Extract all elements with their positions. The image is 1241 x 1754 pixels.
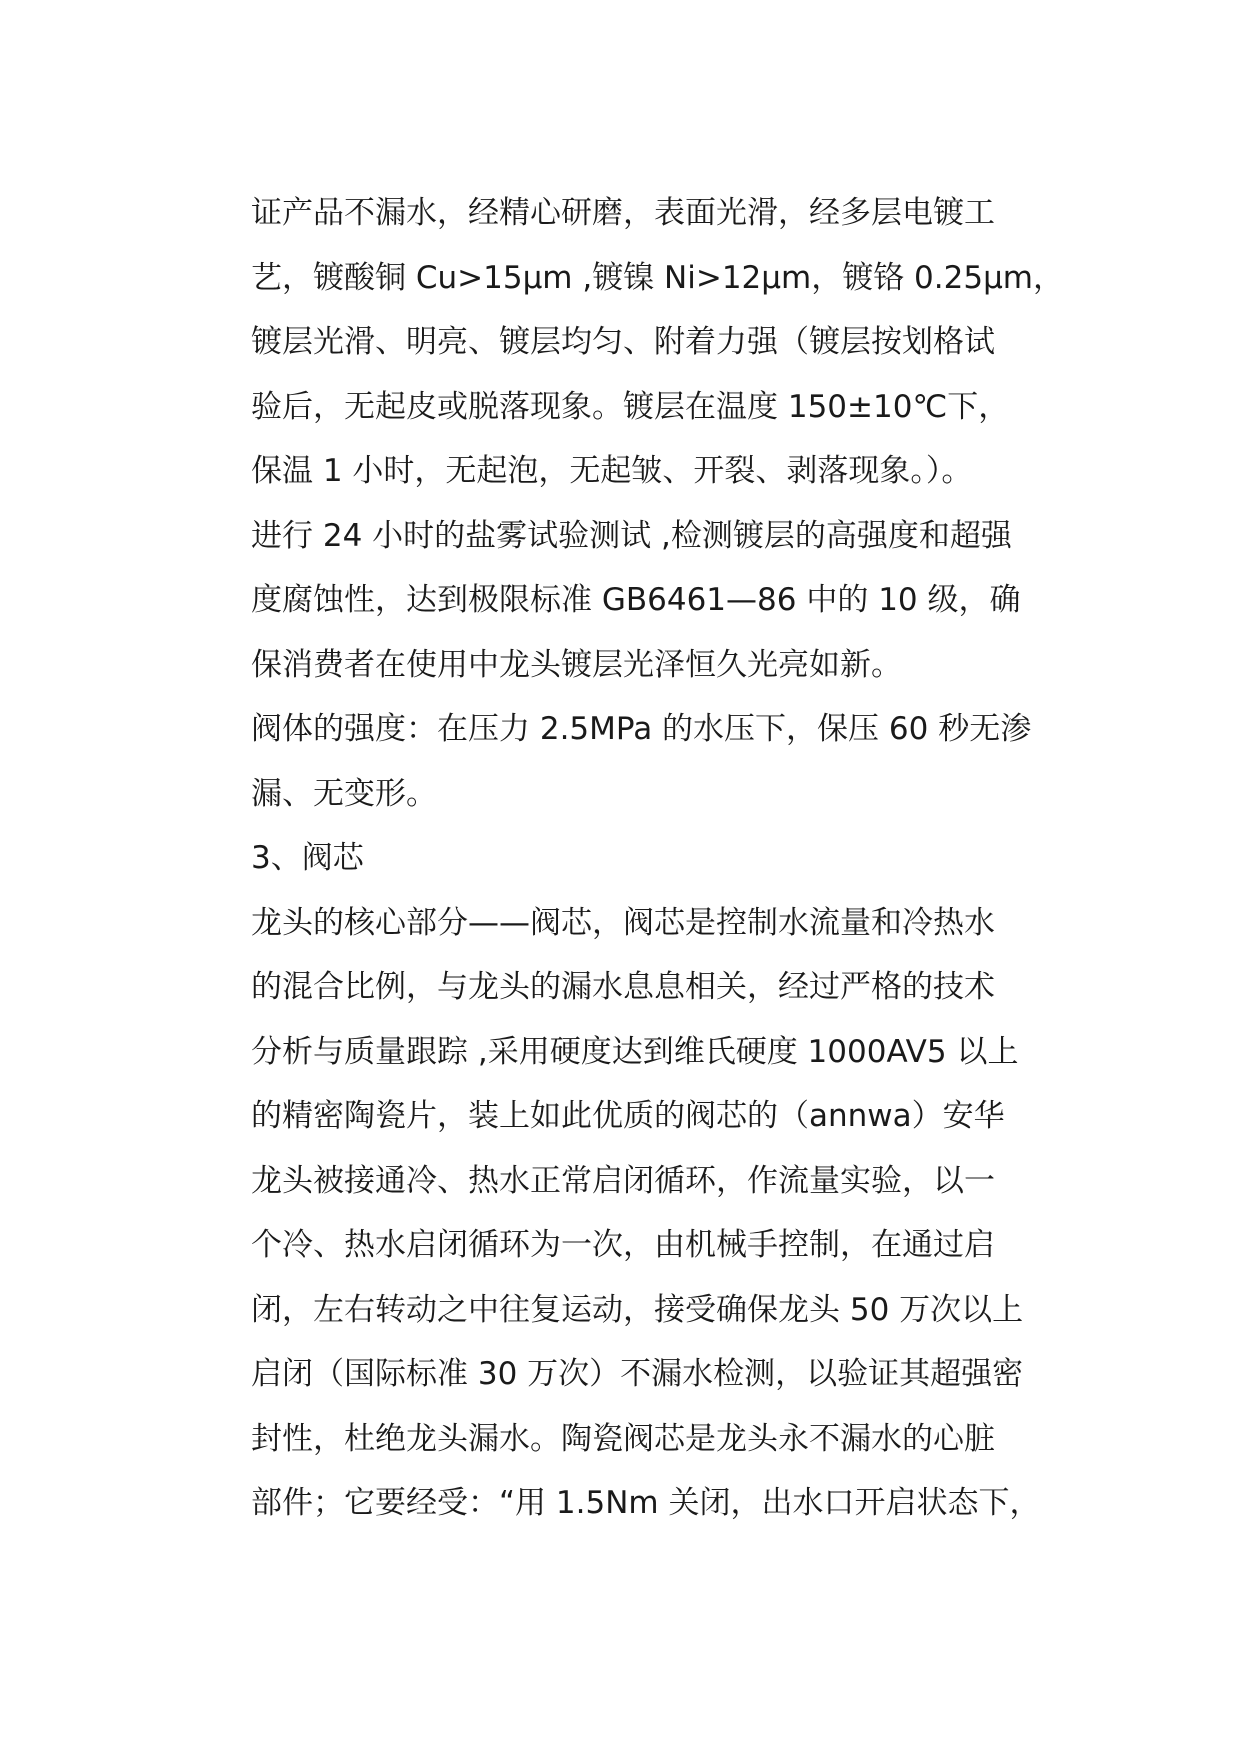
text-line: 艺，镀酸铜 Cu>15μm ,镀镍 Ni>12μm，镀铬 0.25μm， [251, 259, 1064, 296]
text-line: 镀层光滑、明亮、镀层均匀、附着力强（镀层按划格试 [251, 324, 995, 360]
text-line: 启闭（国际标准 30 万次）不漏水检测，以验证其超强密 [251, 1356, 1024, 1392]
text-line: 阀体的强度：在压力 2.5MPa 的水压下，保压 60 秒无渗 [251, 711, 1032, 747]
section-heading: 3、阀芯 [251, 840, 364, 876]
text-line: 度腐蚀性，达到极限标准 GB6461—86 中的 10 级，确 [251, 582, 1021, 618]
text-line: 部件；它要经受：“用 1.5Nm 关闭，出水口开启状态下， [251, 1485, 1041, 1521]
text-line: 的精密陶瓷片，装上如此优质的阀芯的（annwa）安华 [251, 1098, 1005, 1134]
text-line: 闭，左右转动之中往复运动，接受确保龙头 50 万次以上 [251, 1291, 1024, 1328]
text-line: 个冷、热水启闭循环为一次，由机械手控制，在通过启 [251, 1227, 995, 1263]
text-line: 的混合比例，与龙头的漏水息息相关，经过严格的技术 [251, 969, 995, 1005]
text-line: 封性，杜绝龙头漏水。陶瓷阀芯是龙头永不漏水的心脏 [251, 1420, 995, 1457]
text-line: 龙头被接通冷、热水正常启闭循环，作流量实验，以一 [251, 1162, 995, 1199]
body-text [251, 181, 1091, 1536]
text-line: 进行 24 小时的盐雾试验测试 ,检测镀层的高强度和超强 [251, 517, 1012, 554]
text-line: 龙头的核心部分——阀芯，阀芯是控制水流量和冷热水 [251, 904, 995, 941]
text-line: 保消费者在使用中龙头镀层光泽恒久光亮如新。 [251, 646, 902, 683]
text-line: 保温 1 小时，无起泡，无起皱、开裂、剥落现象。）。 [251, 453, 973, 489]
text-line: 验后，无起皮或脱落现象。镀层在温度 150±10℃下， [251, 388, 1010, 425]
text-line: 证产品不漏水，经精心研磨，表面光滑，经多层电镀工 [251, 195, 995, 231]
text-line: 分析与质量跟踪 ,采用硬度达到维氏硬度 1000AV5 以上 [251, 1033, 1019, 1070]
text-line: 漏、无变形。 [251, 775, 437, 812]
